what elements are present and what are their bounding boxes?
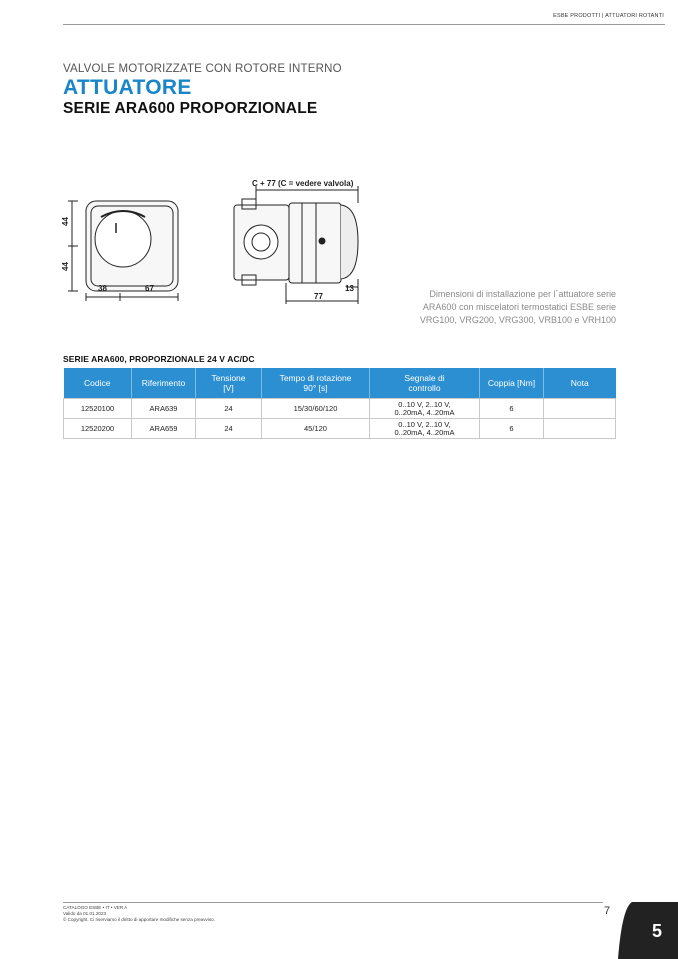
footer-catalog: CATALOGO ESBE • IT • VER A <box>63 905 128 910</box>
caption-line: VRG100, VRG200, VRG300, VRB100 e VRH100 <box>419 315 616 325</box>
table-title: SERIE ARA600, PROPORZIONALE 24 V AC/DC <box>63 354 255 364</box>
dim-label-13: 13 <box>345 284 354 293</box>
cell-time: 45/120 <box>262 419 370 439</box>
caption-line: ARA600 con miscelatori termostatici ESBE serie <box>422 302 616 312</box>
footer-rule <box>63 902 603 903</box>
section-kicker: VALVOLE MOTORIZZATE CON ROTORE INTERNO <box>63 63 342 75</box>
col-header-tempo: Tempo di rotazione 90° [s] <box>262 368 370 399</box>
col-header-codice: Codice <box>64 368 132 399</box>
cell-ref: ARA659 <box>132 419 196 439</box>
dimension-drawing <box>56 175 366 310</box>
drawing-caption <box>380 288 616 327</box>
cell-ref: ARA639 <box>132 399 196 419</box>
side-view-actuator <box>289 203 341 283</box>
col-header-riferimento: Riferimento <box>132 368 196 399</box>
cell-note <box>544 399 616 419</box>
col-header-segnale: Segnale di controllo <box>370 368 480 399</box>
chapter-tab-number: 5 <box>651 921 662 941</box>
col-header-coppia: Coppia [Nm] <box>480 368 544 399</box>
cell-code: 12520100 <box>64 399 132 419</box>
page-title: ATTUATORE <box>63 76 192 99</box>
cell-signal: 0..10 V, 2..10 V, 0..20mA, 4..20mA <box>370 399 480 419</box>
col-header-tensione: Tensione [V] <box>196 368 262 399</box>
cell-voltage: 24 <box>196 419 262 439</box>
table-header-row <box>64 368 616 399</box>
dim-label-top: C + 77 (C = vedere valvola) <box>252 179 354 188</box>
front-view-knob <box>95 211 151 267</box>
col-header-nota: Nota <box>544 368 616 399</box>
dim-label-44-bottom: 44 <box>61 262 70 271</box>
cell-torque: 6 <box>480 419 544 439</box>
table-row <box>64 419 616 439</box>
dim-label-77: 77 <box>314 292 323 301</box>
dim-label-44-top: 44 <box>61 217 70 226</box>
cell-time: 15/30/60/120 <box>262 399 370 419</box>
cell-torque: 6 <box>480 399 544 419</box>
cell-voltage: 24 <box>196 399 262 419</box>
chapter-tab <box>618 902 678 959</box>
cell-code: 12520200 <box>64 419 132 439</box>
table-row <box>64 399 616 419</box>
breadcrumb: ESBE PRODOTTI | ATTUATORI ROTANTI <box>553 13 664 19</box>
cell-note <box>544 419 616 439</box>
page-number: 7 <box>604 905 611 917</box>
dim-label-67: 67 <box>145 284 154 293</box>
spec-table <box>63 368 616 439</box>
dim-label-38: 38 <box>98 284 107 293</box>
caption-line: Dimensioni di installazione per l´attuatore serie <box>429 289 616 299</box>
cell-signal: 0..10 V, 2..10 V, 0..20mA, 4..20mA <box>370 419 480 439</box>
footer-validity: Valido da 01.01.2023 <box>63 911 107 916</box>
footer-text <box>63 905 215 923</box>
page-subtitle: SERIE ARA600 PROPORZIONALE <box>63 100 318 117</box>
footer-copyright: © Copyright. Ci riserviamo il diritto di apportare modifiche senza preavviso. <box>63 917 215 922</box>
